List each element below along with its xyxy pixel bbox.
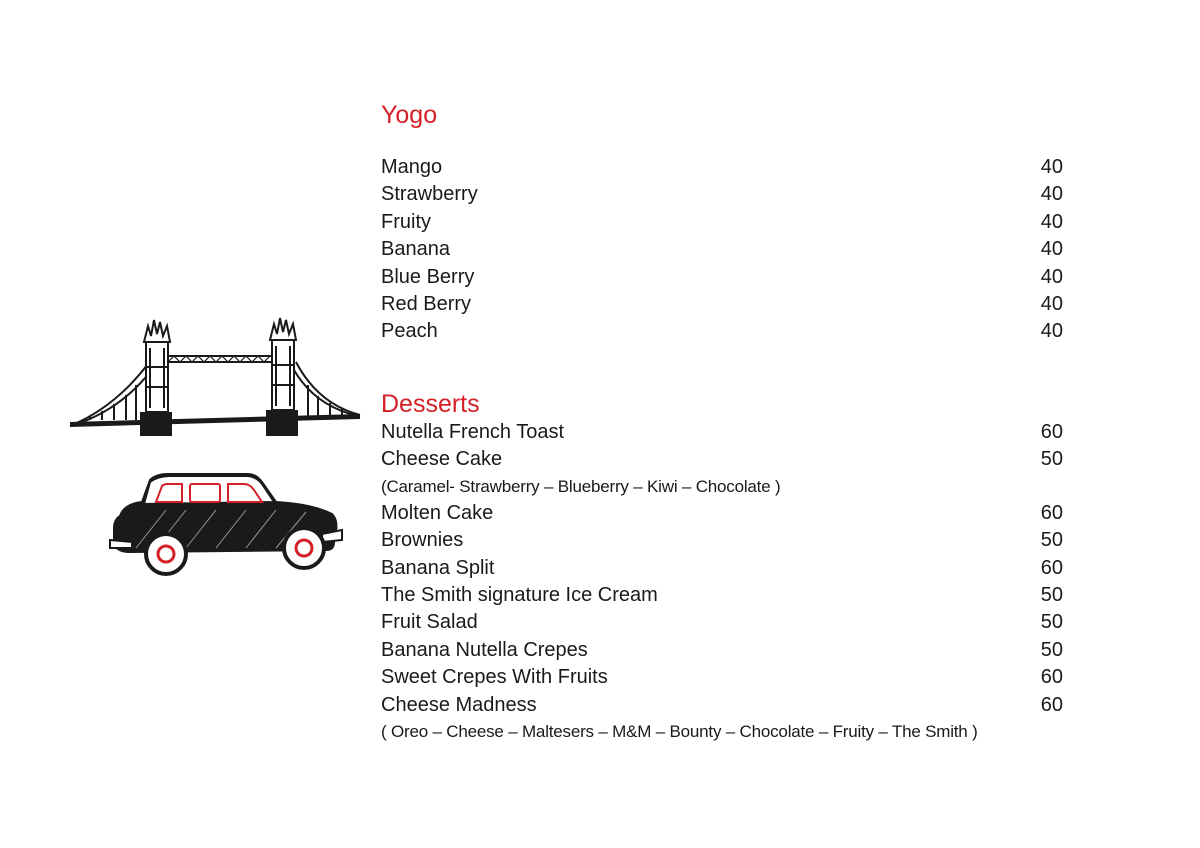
menu-item [381,527,1063,554]
menu-item [381,419,1063,446]
desserts-section [381,389,1063,745]
item-price: 40 [1040,210,1063,233]
item-name: Fruity [381,210,431,233]
menu-item [381,637,1063,664]
menu-item [381,181,1063,208]
item-price: 40 [1040,292,1063,315]
desserts-title: Desserts [381,390,480,418]
item-price: 50 [1040,638,1063,661]
item-name: Cheese Cake [381,448,503,471]
item-price: 40 [1040,183,1063,206]
tower-bridge-illustration [70,312,362,442]
menu-item [381,209,1063,236]
menu-item [381,264,1063,291]
menu-item [381,692,1063,719]
item-name: Banana Split [381,556,495,579]
menu-item [381,446,1063,473]
item-price: 50 [1040,583,1063,606]
cheese-madness-flavors-note: ( Oreo – Cheese – Maltesers – M&M – Bounty – Chocolate – Fruity – The Smith ) [381,721,978,741]
item-name: Cheese Madness [381,693,537,716]
menu-item [381,582,1063,609]
item-price: 40 [1040,320,1063,343]
menu-item [381,318,1063,345]
yogo-title: Yogo [381,101,438,129]
menu-item [381,664,1063,691]
item-price: 60 [1040,666,1063,689]
menu-item [381,291,1063,318]
item-price: 60 [1040,693,1063,716]
item-name: Fruit Salad [381,611,478,634]
item-name: Mango [381,156,443,178]
item-price: 50 [1040,529,1063,552]
item-name: The Smith signature Ice Cream [381,583,658,606]
yogo-section [381,100,1063,346]
item-name: Peach [381,320,438,343]
item-name: Banana Nutella Crepes [381,638,588,661]
item-name: Brownies [381,529,464,552]
item-name: Molten Cake [381,501,494,524]
item-price: 60 [1040,556,1063,579]
item-name: Sweet Crepes With Fruits [381,666,608,689]
cheese-cake-flavors-note: (Caramel- Strawberry – Blueberry – Kiwi – Chocolate ) [381,476,781,496]
menu-item [381,500,1063,527]
menu-item [381,609,1063,636]
item-name: Red Berry [381,292,472,315]
item-price: 40 [1040,156,1063,178]
item-price: 60 [1040,421,1063,443]
item-price: 40 [1040,265,1063,288]
item-name: Nutella French Toast [381,421,565,443]
item-name: Banana [381,238,450,261]
item-price: 40 [1040,238,1063,261]
item-price: 50 [1040,611,1063,634]
menu-item [381,555,1063,582]
london-taxi-illustration [106,470,344,578]
menu [381,100,1063,741]
item-price: 60 [1040,501,1063,524]
item-name: Strawberry [381,183,478,206]
menu-item [381,236,1063,263]
item-price: 50 [1040,448,1063,471]
item-name: Blue Berry [381,265,475,288]
menu-item [381,154,1063,181]
